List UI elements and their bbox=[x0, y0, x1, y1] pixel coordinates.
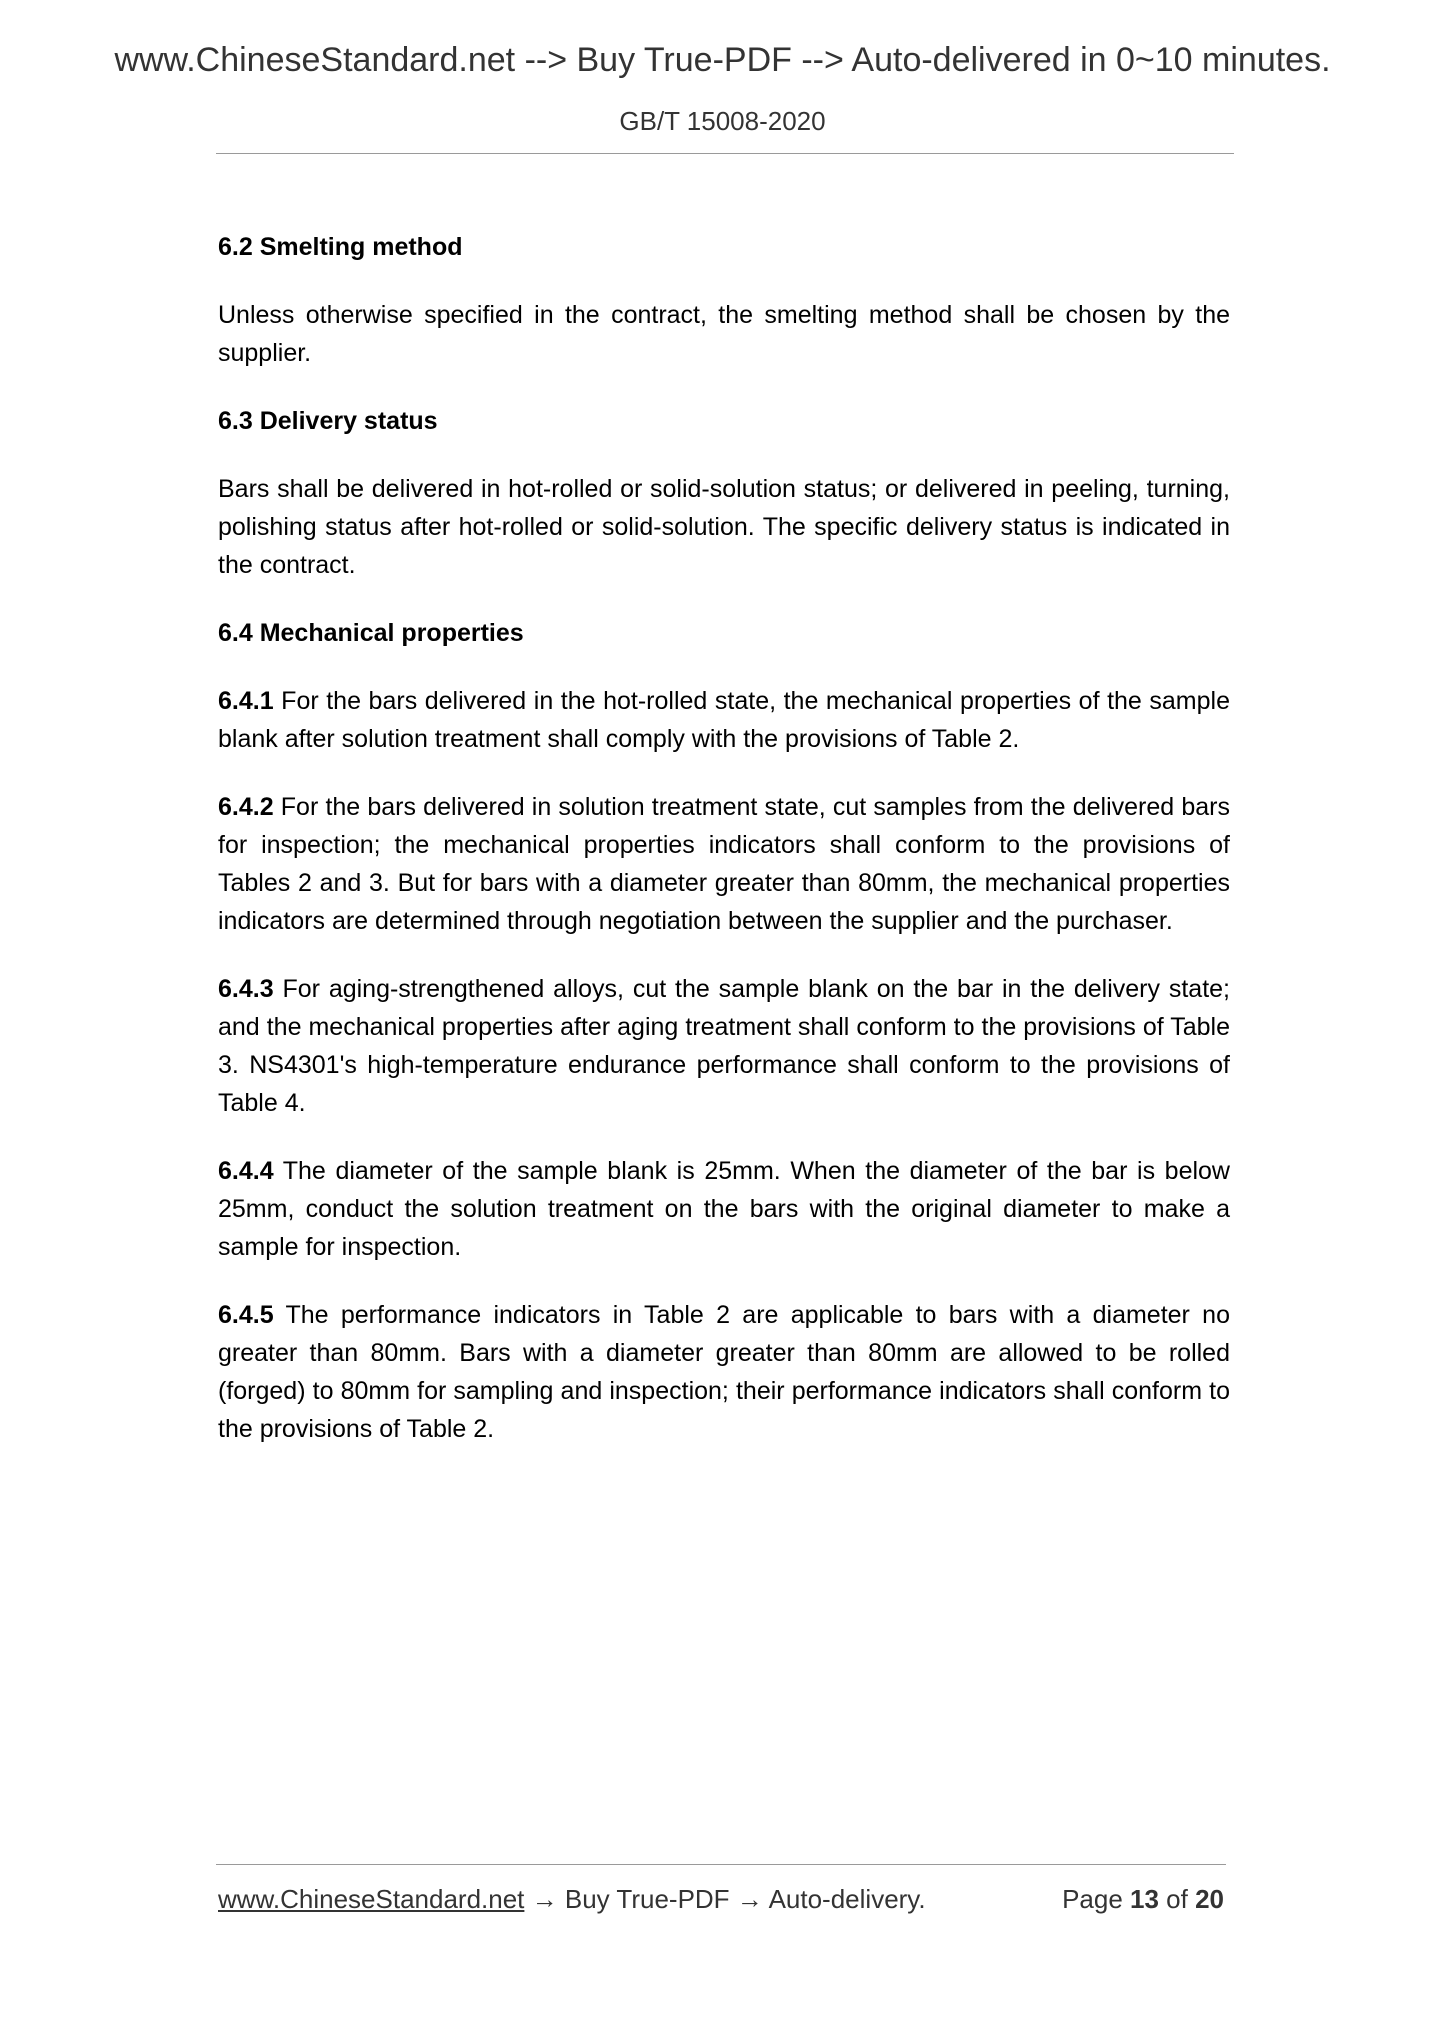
clause-number: 6.4.4 bbox=[218, 1157, 274, 1185]
clause-6-4-3 bbox=[218, 970, 1230, 1122]
clause-number: 6.4.3 bbox=[218, 975, 274, 1003]
footer-tagline: → Buy True-PDF → Auto-delivery. bbox=[524, 1884, 926, 1914]
header-divider bbox=[216, 153, 1234, 154]
footer-left bbox=[218, 1882, 926, 1916]
clause-number: 6.4.2 bbox=[218, 793, 274, 821]
clause-6-4-4 bbox=[218, 1152, 1230, 1266]
clause-text: For the bars delivered in the hot-rolled state, the mechanical properties of the sample blank after solution treatment shall comply with the provisions of Table 2. bbox=[218, 687, 1230, 753]
clause-number: 6.4.1 bbox=[218, 687, 274, 715]
page-total: 20 bbox=[1195, 1884, 1224, 1914]
page-indicator bbox=[1062, 1882, 1224, 1916]
clause-6-4-1 bbox=[218, 682, 1230, 758]
of-word: of bbox=[1158, 1884, 1196, 1914]
section-heading-6-3: 6.3 Delivery status bbox=[218, 407, 438, 435]
clause-text: The performance indicators in Table 2 are applicable to bars with a diameter no greater than 80mm. Bars with a diameter greater than 80mm are allowed to be rolled (forged) to 80mm for sampling and inspection; their performance indicators shall conform to the provisions of Table 2. bbox=[218, 1301, 1230, 1443]
section-text-6-3: Bars shall be delivered in hot-rolled or solid-solution status; or delivered in peeling, turning, polishing status after hot-rolled or solid-solution. The specific delivery status is indicated in the contract. bbox=[218, 475, 1230, 579]
clause-6-4-5 bbox=[218, 1296, 1230, 1448]
clause-text: The diameter of the sample blank is 25mm. When the diameter of the bar is below 25mm, conduct the solution treatment on the bars with the original diameter to make a sample for inspection. bbox=[218, 1157, 1230, 1261]
section-heading-6-2: 6.2 Smelting method bbox=[218, 233, 463, 261]
clause-text: For the bars delivered in solution treatment state, cut samples from the delivered bars for inspection; the mechanical properties indicators shall conform to the provisions of Tables 2 and 3. But for bars with a diameter greater than 80mm, the mechanical properties indicators are determined through negotiation between the supplier and the purchaser. bbox=[218, 793, 1230, 935]
page-current: 13 bbox=[1130, 1884, 1159, 1914]
page-body bbox=[218, 228, 1230, 1478]
clause-text: For aging-strengthened alloys, cut the sample blank on the bar in the delivery state; and the mechanical properties after aging treatment shall conform to the provisions of Table 3. NS4301's high-temperature endurance performance shall conform to the provisions of Table 4. bbox=[218, 975, 1230, 1117]
section-heading-6-4: 6.4 Mechanical properties bbox=[218, 619, 524, 647]
document-id: GB/T 15008-2020 bbox=[619, 106, 826, 136]
footer-site-link[interactable]: www.ChineseStandard.net bbox=[218, 1884, 525, 1914]
clause-number: 6.4.5 bbox=[218, 1301, 274, 1329]
site-banner: www.ChineseStandard.net --> Buy True-PDF --> Auto-delivered in 0~10 minutes. bbox=[114, 41, 1331, 79]
footer-divider bbox=[216, 1864, 1226, 1865]
page-word: Page bbox=[1062, 1884, 1131, 1914]
clause-6-4-2 bbox=[218, 788, 1230, 940]
section-text-6-2: Unless otherwise specified in the contract, the smelting method shall be chosen by the supplier. bbox=[218, 301, 1230, 367]
